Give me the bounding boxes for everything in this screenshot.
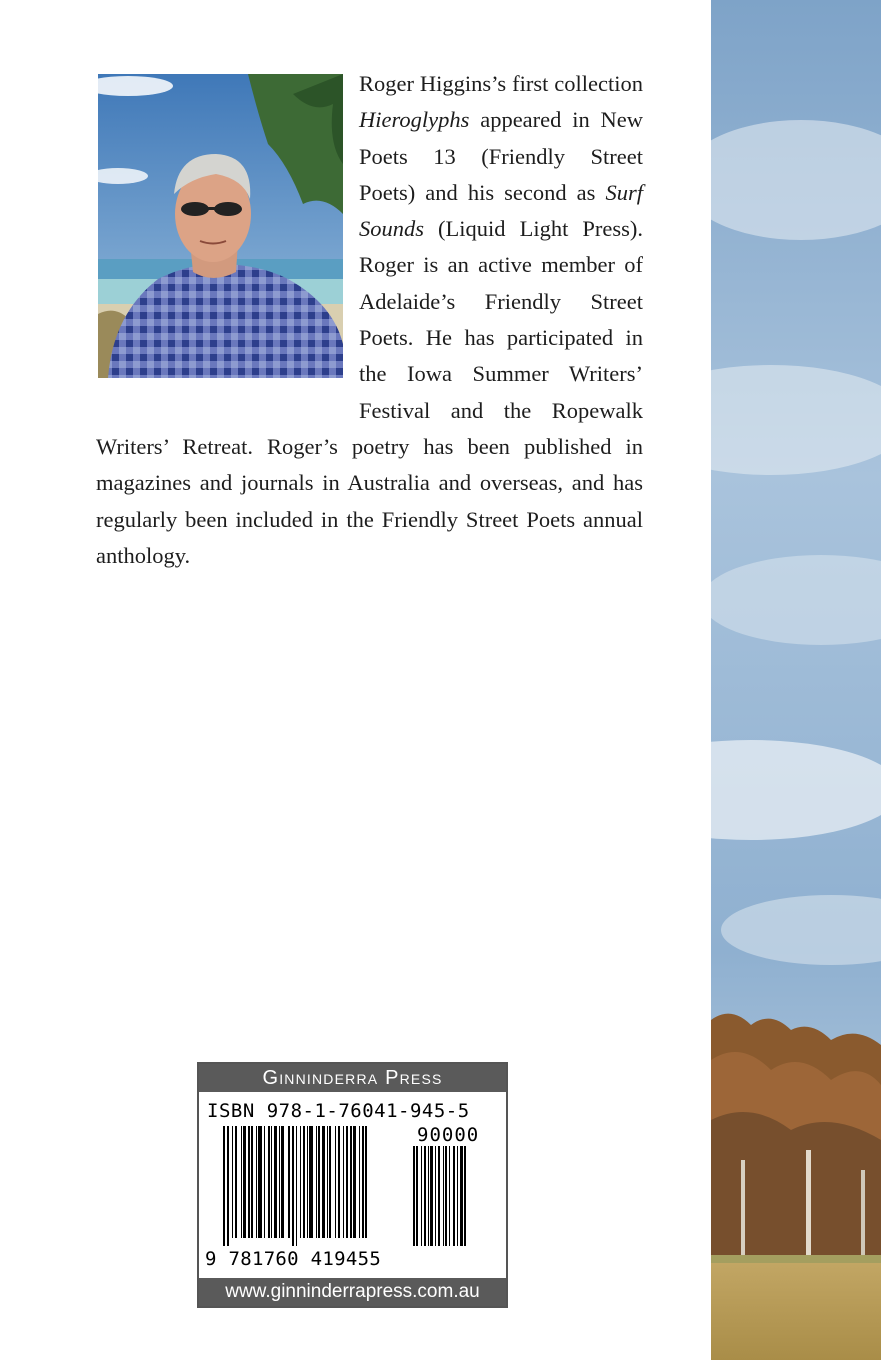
ean-barcode [223,1126,393,1246]
publisher-website: www.ginninderrapress.com.au [199,1278,506,1306]
barcode-bar [288,1126,290,1238]
barcode-bar [251,1126,253,1238]
price-code: 90000 [417,1124,480,1146]
barcode-bar [248,1126,250,1238]
barcode-bar [300,1126,301,1238]
barcode-bar [335,1126,336,1238]
barcode-bar [445,1146,447,1246]
barcode-bar [413,1146,415,1246]
landscape-illustration [711,0,881,1360]
barcode-bar [428,1146,429,1246]
barcode-bar [243,1126,246,1238]
barcode-bar [256,1126,257,1238]
barcode-bar [241,1126,242,1238]
barcode-bar [435,1146,436,1246]
addon-barcode [413,1146,499,1248]
barcode-bar [362,1126,364,1238]
barcode-bar [223,1126,225,1246]
barcode-bar [343,1126,344,1238]
barcode-bar [322,1126,325,1238]
barcode-bar [318,1126,320,1238]
barcode-bar [271,1126,272,1238]
barcode-bar [281,1126,284,1238]
barcode-bar [457,1146,458,1246]
barcode-bar [443,1146,444,1246]
barcode-bar [309,1126,313,1238]
barcode-bar [292,1126,294,1246]
photo-spacer [96,66,359,394]
bio-text-2: appeared in New Poets 13 (Friendly Street Poets) and his second as [359,107,643,205]
barcode-bar [416,1146,418,1246]
barcode-bar [303,1126,305,1238]
barcode-bar [424,1146,426,1246]
isbn-barcode-block [197,1062,508,1308]
barcode-bar [438,1146,440,1246]
barcode-bar [453,1146,455,1246]
isbn-text: ISBN 978-1-76041-945-5 [207,1100,470,1122]
barcode-bar [338,1126,340,1238]
publisher-name: Ginninderra Press [199,1064,506,1092]
barcode-bar [232,1126,233,1238]
barcode-bar [346,1126,348,1238]
bio-text-3: (Liquid Light Press). Roger is an active member of Adelaide’s Friendly Street Poets. He has participated in the Iowa Summer Writers’ Festival and the Ropewalk Writers’ Retreat. Roger’s poetry has been published in magazines and journals in Australia and overseas, and has regularly been included in the Friendly Street Poets annual anthology. [96,216,643,568]
barcode-bar [268,1126,270,1238]
barcode-digits: 9 781760 419455 [205,1248,382,1270]
barcode-bar [460,1146,463,1246]
bio-text-1: Roger Higgins’s first collection [359,71,643,96]
barcode-bar [464,1146,466,1246]
barcode-bar [258,1126,262,1238]
barcode-bar [307,1126,308,1238]
barcode-bar [279,1126,280,1238]
barcode-bar [227,1126,229,1246]
barcode-bar [353,1126,356,1238]
barcode-bar [359,1126,360,1238]
barcode-bar [430,1146,433,1246]
barcode-bar [264,1126,265,1238]
barcode-bar [449,1146,450,1246]
barcode-bar [235,1126,237,1238]
barcode-bar [316,1126,317,1238]
barcode-bar [296,1126,297,1246]
barcode-bar [365,1126,367,1238]
cover-landscape-image [711,0,881,1360]
barcode-bar [421,1146,422,1246]
author-bio [96,66,643,574]
barcode-bar [327,1126,328,1238]
book-title-surf-sounds: Surf Sounds [359,179,643,242]
barcode-bar [350,1126,352,1238]
barcode-bar [329,1126,331,1238]
barcode-bar [274,1126,277,1238]
book-title-hieroglyphs: Hieroglyphs [359,107,470,133]
